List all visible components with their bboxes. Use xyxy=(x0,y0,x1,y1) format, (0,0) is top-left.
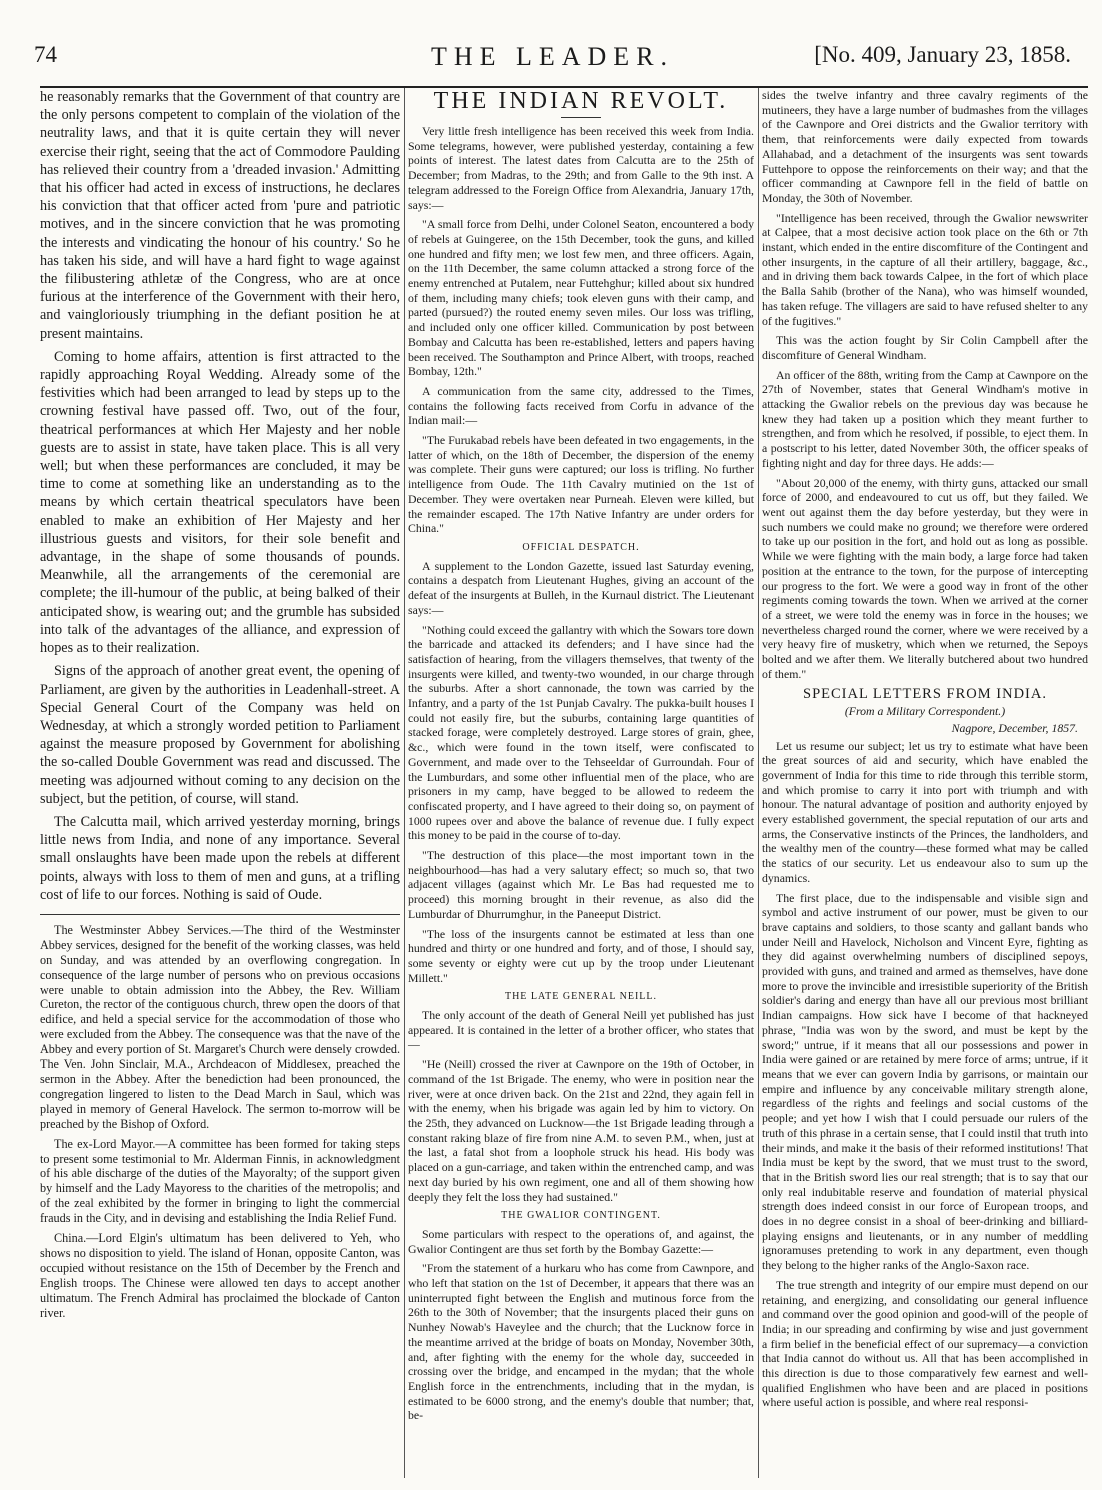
masthead: THE LEADER. xyxy=(430,42,675,71)
col3-paragraph: sides the twelve infantry and three cavalry regiments of the mutineers, they have a large number of budmashes from the villages of the Cawnpore and Orei districts and the Gwalior territory with them, that reinforcements were daily expected from towards Allahabad, and a detachment of the insurgents was sent towards Futtehpore to oppose the reinforcements on their way; and that the officer commanding at Cawnpore fell in the field of battle on Monday, the 30th of November. xyxy=(762,88,1088,205)
letters-paragraph: The true strength and integrity of our empire must depend on our retaining, and energizing, and consolidating our general influence and command over the good opinion and good-will of the people of India; in our spreading and confirming by wise and just government a firm belief in the beneficial effect of our supremacy—a conviction that India cannot do without us. All that has been accomplished in this direction is due to those comparatively few earnest and well-qualified Englishmen who have been and are placed in positions where useful action is possible, and where real responsi- xyxy=(762,1277,1088,1410)
westminster-abbey-note: The Westminster Abbey Services.—The third of the Westminster Abbey services, designed for the benefit of the working classes, was held on Sunday, and was attended by an overflowing congregation. In consequence of the large number of persons who on previous occasions were unable to obtain admission into the Abbey, the Rev. William Cureton, the rector of the contiguous church, threw open the doors of that edifice, and held a special service for the accommodation of those who were excluded from the Abbey. The consequence was that the nave of the Abbey and every portion of St. Margaret's Church were densely crowded. The Ven. John Sinclair, M.A., Archdeacon of Middlesex, preached the sermon in the Abbey. After the benediction had been pronounced, the congregation lingered to listen to the Dead March in Saul, which was played in memory of General Havelock. The sermon to-morrow will be preached by the Bishop of Oxford. xyxy=(40,922,400,1131)
ex-lord-mayor-note: The ex-Lord Mayor.—A committee has been formed for taking steps to present some testimonial to Mr. Alderman Finnis, in acknowledgment of his able discharge of the duties of the Mayoralty; of the support given by himself and the Lady Mayoress to the charities of the metropolis; and of the zeal exhibited by the former in bringing to light the commercial frauds in the City, and in devising and establishing the India Relief Fund. xyxy=(40,1136,400,1226)
neill-paragraph: "He (Neill) crossed the river at Cawnpore on the 19th of October, in command of the 1st Brigade. The enemy, who were in position near the river, were at once driven back. On the 21st and 22nd, they again fell in with the enemy, when his brigade was again led by him to victory. On the 25th, they advanced on Lucknow—the 1st Brigade leading through a constant raking blaze of fire from nine A.M. to seven P.M., when, just at the last, a fatal shot from a loophole struck his head. His body was placed on a gun-carriage, and taken within the entrenched camp, and was next day buried by his own regiment, one and all of them showing how deeply they felt the loss they had sustained." xyxy=(408,1057,754,1204)
column-3 xyxy=(762,88,1088,1415)
col2-paragraph: A communication from the same city, addressed to the Times, contains the following facts received from Corfu in advance of the Indian mail:— xyxy=(408,383,754,428)
despatch-paragraph: "The destruction of this place—the most important town in the neighbourhood—has had a very salutary effect; so much so, that two adjacent villages (against which Mr. Le Bas had requested me to proceed) this morning brought in their revenue, as also did the Lumburdar of Dhurrumghur, in the Paneeput District. xyxy=(408,848,754,921)
gwalior-paragraph: "From the statement of a hurkaru who has come from Cawnpore, and who left that station on the 1st of December, it appears that there was an uninterrupted fight between the English and mutinous force from the 26th to the 30th of November; that the insurgents placed their guns on Nunhey Nowab's Haveylee and the church; that the Lucknow force in the meantime arrived at the bridge of boats on Monday, November 30th, and, after fighting with the enemy for the whole day, succeeded in crossing over the bridge, and encamped in the mydan; that the whole English force in the entrenchments, including that in the mydan, is estimated to be 6000 strong, and the enemy's double that number; that, be- xyxy=(408,1261,754,1423)
general-neill-heading: THE LATE GENERAL NEILL. xyxy=(504,991,658,1003)
page-number: 74 xyxy=(34,42,57,67)
despatch-paragraph: "The loss of the insurgents cannot be estimated at less than one hundred and thirty or one hundred and forty, and of those, I should say, some seventy or eighty were cut up by the troop under Lieutenant Millett." xyxy=(408,926,754,985)
issue-line: [No. 409, January 23, 1858. xyxy=(814,42,1071,67)
section-divider xyxy=(40,914,400,915)
china-note: China.—Lord Elgin's ultimatum has been delivered to Yeh, who shows no disposition to yield. The island of Honan, opposite Canton, was occupied without resistance on the 15th of December by the French and English troops. The Chinese were allowed ten days to accept another ultimatum. The French Admiral has proclaimed the blockade of Canton river. xyxy=(40,1231,400,1320)
letters-paragraph: Let us resume our subject; let us try to estimate what have been the great sources of aid and security, which have enabled the government of India for this time to ride through this terrible storm, and which promise to carry it into port with triumph and with honour. The natural advantage of position and authority enjoyed by every established government, the special reputation of our arts and arms, the Conservative instincts of the Princes, the landholders, and the wealthy men of the country—these formed what may be called the statics of our security. Let us endeavour also to sum up the dynamics. xyxy=(762,738,1088,885)
special-letters-heading: SPECIAL LETTERS FROM INDIA. xyxy=(803,686,1047,703)
col1-paragraph: The Calcutta mail, which arrived yesterday morning, brings little news from India, and none of any importance. Several small onslaughts have been made upon the rebels at different points, always with loss to them of men and guns, at a trifling cost of life to our forces. Nothing is said of Oude. xyxy=(40,813,400,903)
letters-paragraph: The first place, due to the indispensable and visible sign and symbol and active instrument of our power, must be given to our brave captains and soldiers, to those scanty and gallant bands who under Neill and Havelock, Nicholson and Vincent Eyre, fighting as they did against overwhelming numbers of disciplined sepoys, provided with guns, and trained and armed as themselves, have done more to prove the invincible and irresistible superiority of the British soldier's daring and energy than have all our previous most brilliant Indian campaigns. How sick have I become of that hackneyed phrase, "India was won by the sword, and must be kept by the sword;" untrue, if it means that all our possessions and power in India were gained or are retained by mere force of arms; untrue, if it means that we ever can govern India by garrisons, or maintain our empire and influence by any conceivable military strength alone, regardless of the rights and feelings and social customs of the people; and yet how I wish that I could persuade our rulers of the truth of this phrase in a certain sense, that I could instil that truth into their minds, and make it the basis of their reformed institutions! That India must be kept by the sword, that we must trust to the sword, that in the British sword lies our real strength; that is to say that our only real indubitable reserve and foundation of material physical strength does indeed consist in our force of European troops, and does in no degree consist in a shoal of beer-drinking and billiard-playing ensigns and lieutenants, or in any number of meddling ignoramuses pretending to work in any department, even though they belong to the higher ranks of the Anglo-Saxon race. xyxy=(762,890,1088,1273)
column-1 xyxy=(40,88,400,1326)
gwalior-paragraph: Some particulars with respect to the operations of, and against, the Gwalior Contingent are thus set forth by the Bombay Gazette:— xyxy=(408,1226,754,1256)
col1-paragraph: Signs of the approach of another great event, the opening of Parliament, are given by the authorities in Leadenhall-street. A Special General Court of the Company was held on Wednesday, at which a strongly worded petition to Parliament against the measure proposed by Government for abolishing the so-called Double Government was read and discussed. The meeting was adjourned without coming to any decision on the subject, but the petition, of course, will stand. xyxy=(40,663,400,807)
despatch-paragraph: "Nothing could exceed the gallantry with which the Sowars tore down the barricade and attacked its defenders; and I have since had the satisfaction of hearing, from the villagers themselves, that twenty of the insurgents were killed, and twenty-two wounded, in our charge through the suburbs. After a short cannonade, the town was carried by the Infantry, and a party of the 1st Punjab Cavalry. The pukka-built houses I could not easily fire, but the suburbs, containing large quantities of stacked forage, were completely destroyed. Large stores of grain, ghee, &c., which were found in the town itself, were confiscated to Government, and made over to the Tehseeldar of Gurroundah. Four of the Lumburdars, and some other influential men of the place, who are prisoners in my camp, have begged to be allowed to redeem the confiscated property, and I have agreed to their doing so, on payment of 1000 rupees over and above the balance of revenue due. I fully expect this money to be paid in the course of to-day. xyxy=(408,622,754,843)
column-rule-1 xyxy=(404,88,405,1478)
title-rule xyxy=(561,117,601,118)
despatch-paragraph: A supplement to the London Gazette, issued last Saturday evening, contains a despatch from Lieutenant Hughes, giving an account of the defeat of the insurgents at Bulleh, in the Kurnaul district. The Lieutenant says:— xyxy=(408,558,754,617)
col1-paragraph: Coming to home affairs, attention is first attracted to the rapidly approaching Royal Wedding. Already some of the festivities which had been arranged to lead by steps up to the crowning festival have passed off. Two, out of the four, theatrical performances at which Her Majesty and her noble guests are to assist in state, have taken place. This is all very well; but when these performances are concluded, it may be time to come at something like an understanding as to the means by which certain theatrical speculators have been enabled to make an exhibition of Her Majesty and her illustrious guests and visitors, for their sole benefit and advantage, in the shape of some thousands of pounds. Meanwhile, all the arrangements of the ceremonial are complete; the ill-humour of the public, at being balked of their anticipated show, is wearing out; and the grumble has subsided into talk of the advantages of the alliance, and expression of hopes as to their realization. xyxy=(40,348,400,657)
col3-paragraph: An officer of the 88th, writing from the Camp at Cawnpore on the 27th of November, states that General Windham's motive in attacking the Gwalior rebels on the previous day was because he knew they had taken up a position which they meant further to strengthen, and from which he resolved, if possible, to eject them. In a postscript to his letter, dated November 30th, the officer speaks of fighting night and day for three days. He adds:— xyxy=(762,367,1088,470)
col3-paragraph: "Intelligence has been received, through the Gwalior newswriter at Calpee, that a most decisive action took place on the 6th or 7th instant, which ended in the entire discomfiture of the Contingent and other insurgents, in the capture of all their artillery, baggage, &c., and in driving them back towards Calpee, in the fort of which place the Balla Sahib (brother of the Nana), who was himself wounded, has taken refuge. The villagers are said to have refused shelter to any of the fugitives." xyxy=(762,210,1088,328)
column-rule-2 xyxy=(758,88,759,1478)
letters-byline: (From a Military Correspondent.) xyxy=(844,704,1006,719)
col2-paragraph: "A small force from Delhi, under Colonel Seaton, encountered a body of rebels at Guingeree, on the 15th December, took the guns, and killed one hundred and fifty men; we lost few men, and three officers. Again, on the 11th December, the same column attacked a strong force of the enemy entrenched at Putalem, near Futtehghur; killed about six hundred of them, including many chiefs; took eleven guns with their camp, and parted (pursued?) the routed enemy seven miles. Our loss was trifling, and included only one officer killed. Communication by post between Bombay and Calcutta has been re-established, letters and papers having been received. The Southampton and Prince Albert, with troops, reached Bombay, 12th." xyxy=(408,217,754,379)
indian-revolt-title: THE INDIAN REVOLT. xyxy=(433,88,729,114)
col1-paragraph: he reasonably remarks that the Government of that country are the only persons competent to complain of the violation of the neutrality laws, and that it is quite certain they will never exercise their right, seeing that the act of Commodore Paulding has relieved their country from a 'dreaded invasion.' Admitting that his officer had acted in excess of instructions, he declares his conviction that that officer acted from 'pure and patriotic motives, and in the sincere conviction that he was promoting the interests and vindicating the honour of his country.' So he has taken his side, and will have a hard fight to wage against the filibustering athletæ of the Congress, who are at once furious at the interference of the Government with their hero, and vaingloriously triumphing in the defiant position he at present maintains. xyxy=(40,89,400,342)
neill-paragraph: The only account of the death of General Neill yet published has just appeared. It is contained in the letter of a brother officer, who states that— xyxy=(408,1008,754,1052)
col3-paragraph: This was the action fought by Sir Colin Campbell after the discomfiture of General Windham. xyxy=(762,333,1088,362)
col3-paragraph: "About 20,000 of the enemy, with thirty guns, attacked our small force of 2000, and endeavoured to cut us off, but they failed. We went out against them the day before yesterday, but they were in such numbers we could make no ground; we therefore were ordered to take up our position in the fort, and hold out as long as possible. While we were fighting with the main body, a large force had taken position at the entrance to the town, for the purpose of intercepting our progress to the fort. We were a good way in front of the other regiments coming towards the town. When we arrived at the corner of a street, we were told the enemy was in force in the houses; we nevertheless charged round the corner, where we were received by a very heavy fire of musketry, which when we returned, the Sepoys bolted and we after them. We literally butchered about two hundred of them." xyxy=(762,475,1088,681)
news-notes xyxy=(40,923,400,1321)
column-2 xyxy=(408,88,754,1428)
official-despatch-heading: OFFICIAL DESPATCH. xyxy=(522,541,640,553)
col2-paragraph: Very little fresh intelligence has been received this week from India. Some telegrams, however, were published yesterday, containing a few points of interest. The latest dates from Calcutta are to the 25th of December; from Madras, to the 29th; and from Galle to the 9th inst. A telegram addressed to the Foreign Office from Alexandria, January 17th, says:— xyxy=(408,124,754,212)
page-header xyxy=(20,42,1085,84)
gwalior-contingent-heading: THE GWALIOR CONTINGENT. xyxy=(501,1210,661,1222)
letters-dateline: Nagpore, December, 1857. xyxy=(951,720,1078,735)
col2-paragraph: "The Furukabad rebels have been defeated in two engagements, in the latter of which, on the 18th of December, the dispersion of the enemy was complete. Their guns were captured; our loss is trifling. No further intelligence from Oude. The 11th Cavalry mutinied on the 1st of December. They were overtaken near Purneah. Eleven were killed, but the remainder escaped. The 17th Native Infantry are under orders for China." xyxy=(408,433,754,536)
